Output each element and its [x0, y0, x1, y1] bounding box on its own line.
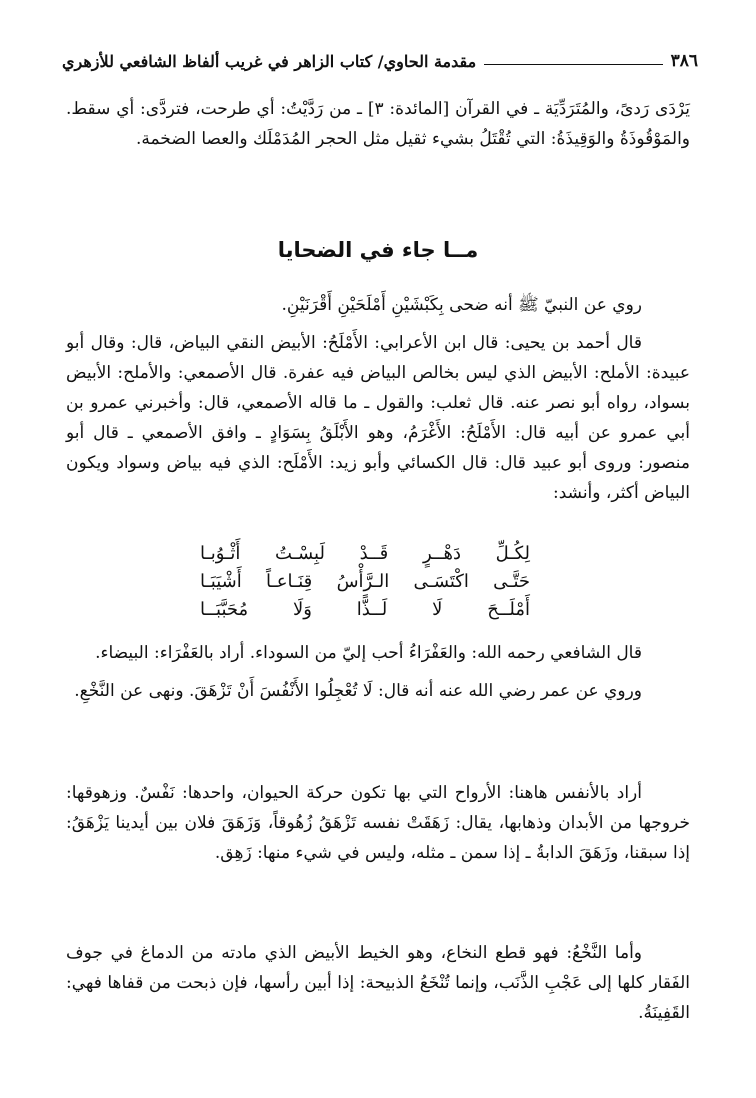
intro-paragraph: يَرْدَى رَدىً، والمُتَرَدِّيَة ـ في القرآن [المائدة: ٣] ـ من رَدَّيْتُ: أي طرحت، فتردَّى: أي سقط. والمَوْقُوذَةُ والوَقِيذَةُ: التي تُقْتَلُ بشيء ثقيل مثل الحجر المُدَمْلَك والعصا الضخمة.: [66, 99, 690, 149]
amlah-paragraph: قال أحمد بن يحيى: قال ابن الأعرابي: الأَمْلَحُ: الأبيض النقي البياض، قال: وقال أبو عبيدة: الأملح: الأبيض الذي ليس بخالص البياض فيه عفرة. قال الأصمعي: والأملح: الأبيض بسواد، رواه أبو نصر عنه. قال ثعلب: والقول ـ ما قاله الأصمعي، قال: وأخبرني عمرو بن أبي عمرو عن أبيه قال: الأَمْلَحُ: الأَغْرَمُ، وهو الأَبْلَقُ بِسَوَادٍ ـ وافق الأصمعي ـ قال أبو منصور: وروى أبو عبيد قال: قال الكسائي وأبو زيد: الأَمْلَح: الذي فيه بياض وسواد ويكون البياض أكثر، وأنشد:: [66, 333, 690, 503]
umar-paragraph: وروي عن عمر رضي الله عنه أنه قال: لَا تُعْجِلُوا الأَنْفُسَ أَنْ تَزْهَقَ. ونهى عن النَّخْعِ.: [74, 681, 642, 701]
poem-verse: [200, 540, 530, 624]
poem-line: لِكُـلِّ دَهْــرٍ قَــدْ لَبِسْـتُ أَثْـوُبـا: [200, 543, 530, 564]
anfus-paragraph: أراد بالأنفس هاهنا: الأرواح التي بها تكون حركة الحيوان، واحدها: نَفْسٌ. وزهوقها: خروجها من الأبدان وذهابها، يقال: زَهَقَتْ نفسه تَزْهَقُ زُهُوقاً، وَزَهَقَ فلان بين أيدينا يَزْهَقُ: إذا سبقنا، وزَهَقَ الدابةُ ـ إذا سمن ـ مثله، وليس في شيء منها: زَهِق.: [66, 783, 690, 863]
spacer: [66, 320, 690, 328]
running-title: مقدمة الحاوي/ كتاب الزاهر في غريب ألفاظ الشافعي للأزهري: [62, 51, 477, 71]
page-number: ٣٨٦: [670, 51, 698, 71]
header-rule: [484, 64, 662, 65]
section-heading: مــا جاء في الضحايا: [277, 238, 479, 262]
nakh-block: [66, 938, 690, 1028]
running-header: [62, 48, 698, 74]
spacer: [66, 668, 690, 676]
poem-line: حَتَّـى اكْتَسَـى الـرَّأْسُ قِنَـاعـاً أَشْيَبَـا: [200, 571, 530, 592]
intro-block: [66, 94, 690, 154]
nakh-paragraph: وأما النَّخْعُ: فهو قطع النخاع، وهو الخيط الأبيض الذي مادته من الدماغ في جوف الفَقار كلها إلى عَجْبِ الذَّنَب، وإنما تُنْخَعُ الذبيحة: إذا أبين رأسها، فإن ذبحت من قفاها فهي: القَفِينَةُ.: [66, 943, 690, 1023]
poem-line: أَمْلَــحَ لَا لَــذًّا وَلَا مُحَبَّبَــا: [200, 599, 530, 620]
anfus-block: [66, 778, 690, 868]
hadith-paragraph: روي عن النبيّ ﷺ أنه ضحى بِكَبْشَيْنِ أَمْلَحَيْنِ أَقْرَنَيْنِ.: [281, 295, 642, 315]
section-body: [66, 290, 690, 508]
shafii-paragraph: قال الشافعي رحمه الله: والعَفْرَاءُ أحب إليّ من السوداء. أراد بالعَفْرَاء: البيضاء.: [95, 643, 642, 663]
shafii-block: [66, 638, 690, 706]
